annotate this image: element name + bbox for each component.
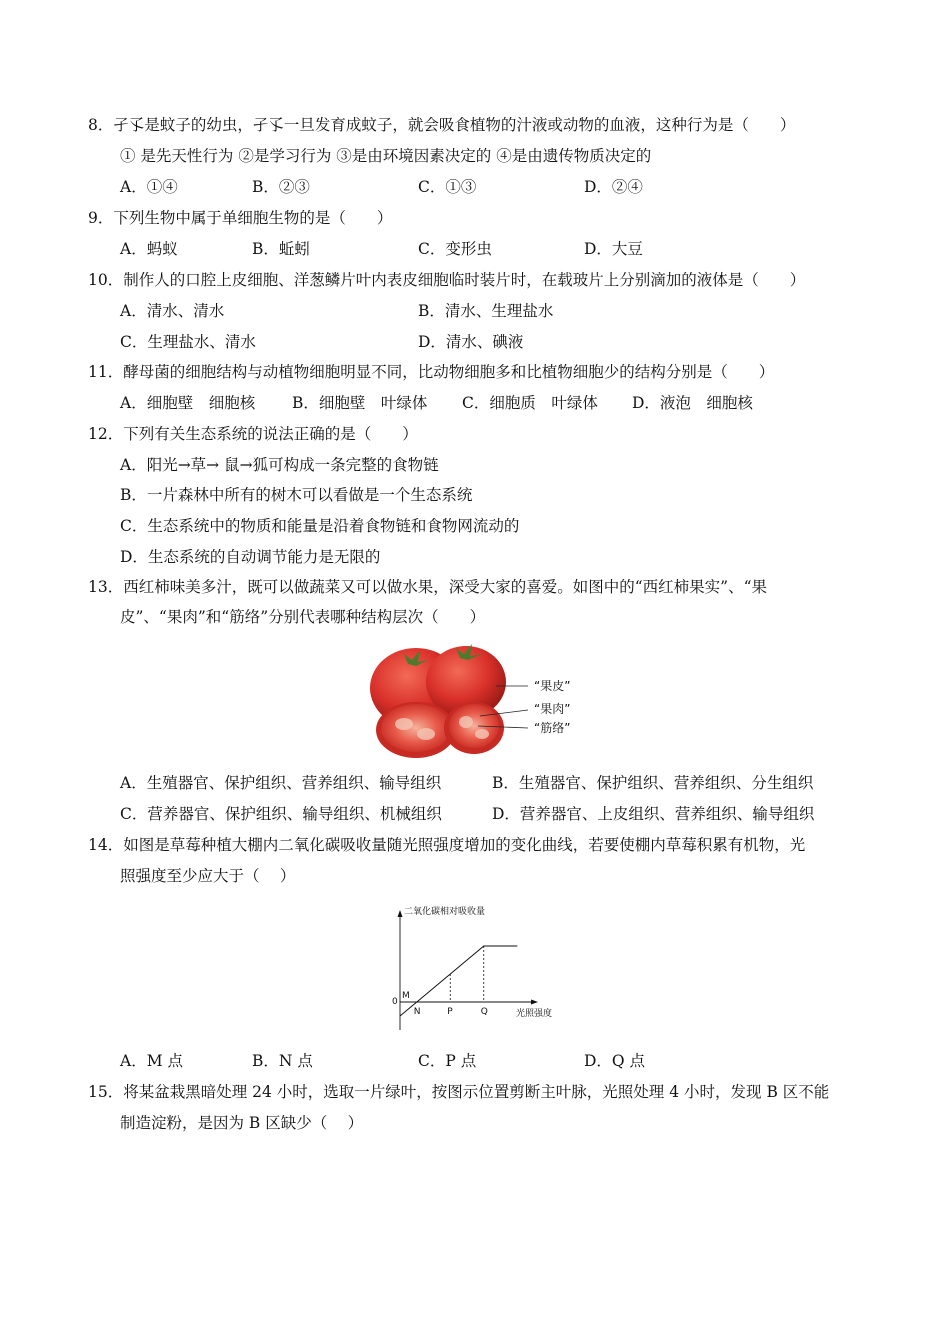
- question-8-option-b: B．②③: [252, 178, 310, 196]
- question-11-option-b: B．细胞壁 叶绿体: [292, 394, 428, 412]
- question-8-stem: 8．孑孓是蚊子的幼虫，孑孓一旦发育成蚊子，就会吸食植物的汁液或动物的血液，这种行为是（ ）: [88, 116, 796, 134]
- y-axis-arrow: [398, 910, 403, 917]
- question-14-option-d: D．Q 点: [584, 1052, 646, 1070]
- question-8-option-a: A．①④: [120, 178, 178, 196]
- question-15-stem-line2: 制造淀粉，是因为 B 区缺少（ ）: [120, 1114, 364, 1132]
- co2-chart-svg: [388, 900, 568, 1035]
- question-14-stem-line1: 14．如图是草莓种植大棚内二氧化碳吸收量随光照强度增加的变化曲线，若要使棚内草莓积累有机物，光: [88, 836, 806, 854]
- half-tomato-left-flesh: [381, 704, 451, 752]
- origin-label: 0: [392, 997, 398, 1007]
- question-13-option-a: A．生殖器官、保护组织、营养组织、输导组织: [120, 774, 442, 792]
- question-14-option-a: A．M 点: [120, 1052, 183, 1070]
- question-11-stem: 11．酵母菌的细胞结构与动植物细胞明显不同，比动物细胞多和比植物细胞少的结构分别是（ ）: [88, 363, 775, 381]
- question-9-option-a: A．蚂蚁: [120, 240, 178, 258]
- tomato-illustration: [368, 640, 588, 760]
- question-8-option-d: D．②④: [584, 178, 643, 196]
- question-12-option-b: B．一片森林中所有的树木可以看做是一个生态系统: [120, 486, 473, 504]
- question-11-option-d: D．液泡 细胞核: [632, 394, 753, 412]
- question-14-option-b: B．N 点: [252, 1052, 313, 1070]
- question-8-option-c: C．①③: [418, 178, 477, 196]
- question-15-stem-line1: 15．将某盆栽黑暗处理 24 小时，选取一片绿叶，按图示位置剪断主叶脉，光照处理 4 小时，发现 B 区不能: [88, 1083, 830, 1101]
- question-10-option-c: C．生理盐水、清水: [120, 333, 256, 351]
- question-12-stem: 12．下列有关生态系统的说法正确的是（ ）: [88, 425, 418, 443]
- question-9-option-c: C．变形虫: [418, 240, 492, 258]
- question-10-stem: 10．制作人的口腔上皮细胞、洋葱鳞片叶内表皮细胞临时装片时，在载玻片上分别滴加的液体是（ ）: [88, 271, 806, 289]
- co2-curve: [400, 946, 517, 1016]
- question-14-option-c: C．P 点: [418, 1052, 477, 1070]
- x-axis-arrow: [531, 1000, 538, 1005]
- question-9-option-d: D．大豆: [584, 240, 643, 258]
- question-9-option-b: B．蚯蚓: [252, 240, 310, 258]
- question-13-option-b: B．生殖器官、保护组织、营养组织、分生组织: [492, 774, 814, 792]
- label-peel: “果皮”: [534, 679, 571, 693]
- question-10-option-a: A．清水、清水: [120, 302, 225, 320]
- co2-chart: [388, 900, 568, 1035]
- question-10-option-b: B．清水、生理盐水: [418, 302, 554, 320]
- question-10-option-d: D．清水、碘液: [418, 333, 524, 351]
- question-12-option-c: C．生态系统中的物质和能量是沿着食物链和食物网流动的: [120, 517, 520, 535]
- x-axis-label: 光照强度: [516, 1009, 553, 1019]
- question-12-option-d: D．生态系统的自动调节能力是无限的: [120, 548, 381, 566]
- y-axis-label: 二氧化碳相对吸收量: [404, 907, 486, 917]
- question-13-option-c: C．营养器官、保护组织、输导组织、机械组织: [120, 805, 442, 823]
- question-13-stem-line2: 皮”、“果肉”和“筋络”分别代表哪种结构层次（ ）: [120, 608, 486, 626]
- question-14-stem-line2: 照强度至少应大于（ ）: [120, 867, 296, 885]
- question-9-stem: 9．下列生物中属于单细胞生物的是（ ）: [88, 209, 393, 227]
- label-flesh: “果肉”: [534, 702, 571, 716]
- label-vein: “筋络”: [534, 721, 571, 735]
- question-12-option-a: A．阳光→草→ 鼠→狐可构成一条完整的食物链: [120, 456, 439, 474]
- question-8-statements: ① 是先天性行为 ②是学习行为 ③是由环境因素决定的 ④是由遗传物质决定的: [120, 147, 652, 165]
- half-tomato-right-flesh: [449, 704, 499, 748]
- question-11-option-a: A．细胞壁 细胞核: [120, 394, 256, 412]
- question-13-option-d: D．营养器官、上皮组织、营养组织、输导组织: [492, 805, 815, 823]
- question-13-stem-line1: 13．西红柿味美多汁，既可以做蔬菜又可以做水果，深受大家的喜爱。如图中的“西红柿果实”、“果: [88, 578, 767, 596]
- tomato-figure: [368, 640, 588, 760]
- point-label-q: Q: [480, 1007, 488, 1017]
- point-label-n: N: [413, 1007, 421, 1017]
- question-11-option-c: C．细胞质 叶绿体: [462, 394, 598, 412]
- point-label-m: M: [402, 991, 410, 1001]
- point-label-p: P: [447, 1007, 453, 1017]
